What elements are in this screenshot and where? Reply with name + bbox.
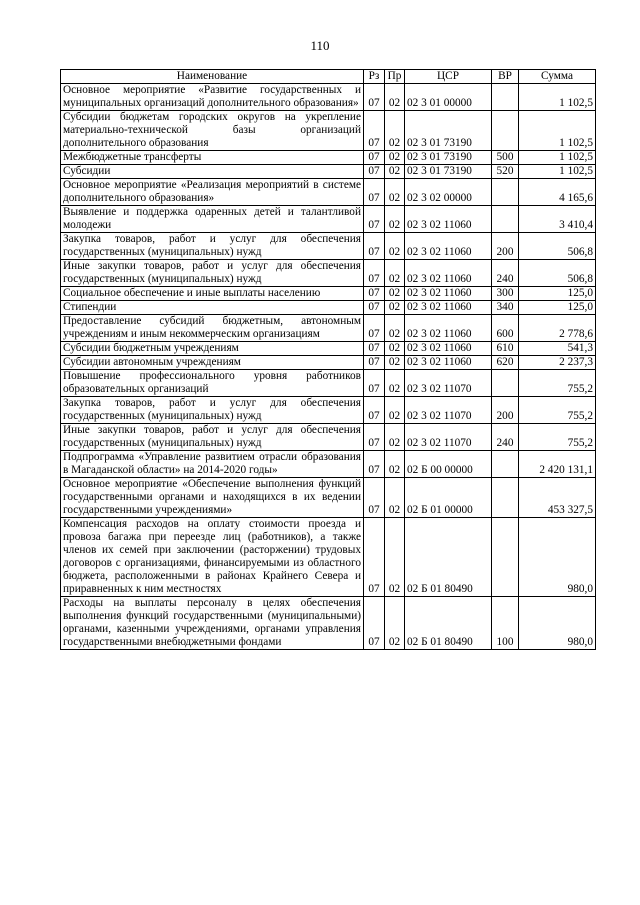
- cell-vr: 240: [492, 424, 519, 451]
- table-row: [61, 356, 596, 370]
- header-vr: ВР: [492, 70, 519, 84]
- cell-csr: 02 3 01 73190: [405, 165, 492, 179]
- cell-pr: 02: [385, 424, 405, 451]
- table-row: [61, 424, 596, 451]
- cell-name: Субсидии автономным учреждениям: [61, 356, 364, 370]
- cell-name: Социальное обеспечение и иные выплаты населению: [61, 287, 364, 301]
- cell-vr: 240: [492, 260, 519, 287]
- cell-rz: 07: [364, 233, 385, 260]
- table-row: [61, 165, 596, 179]
- table-row: [61, 111, 596, 151]
- table-row: [61, 233, 596, 260]
- cell-csr: 02 3 01 73190: [405, 111, 492, 151]
- cell-name: Субсидии: [61, 165, 364, 179]
- cell-csr: 02 3 01 00000: [405, 84, 492, 111]
- table-row: [61, 451, 596, 478]
- budget-table: [60, 69, 596, 650]
- table-body: [61, 84, 596, 650]
- table-row: [61, 301, 596, 315]
- cell-pr: 02: [385, 451, 405, 478]
- cell-rz: 07: [364, 206, 385, 233]
- table-row: [61, 84, 596, 111]
- cell-name: Иные закупки товаров, работ и услуг для обеспечения государственных (муниципальных) нужд: [61, 424, 364, 451]
- cell-name: Основное мероприятие «Развитие государственных и муниципальных организаций дополнительного образования»: [61, 84, 364, 111]
- cell-rz: 07: [364, 518, 385, 597]
- cell-sum: 125,0: [519, 287, 596, 301]
- cell-name: Расходы на выплаты персоналу в целях обеспечения выполнения функций государственными (муниципальными) органами, казенными учреждениями, органами управления государственными внебюджетными фондами: [61, 597, 364, 650]
- table-row: [61, 597, 596, 650]
- cell-vr: 620: [492, 356, 519, 370]
- cell-sum: 755,2: [519, 370, 596, 397]
- cell-rz: 07: [364, 478, 385, 518]
- cell-name: Подпрограмма «Управление развитием отрасли образования в Магаданской области» на 2014-2020 годы»: [61, 451, 364, 478]
- cell-csr: 02 3 02 11060: [405, 356, 492, 370]
- table-row: [61, 151, 596, 165]
- cell-vr: [492, 84, 519, 111]
- cell-pr: 02: [385, 397, 405, 424]
- cell-csr: 02 3 02 11070: [405, 370, 492, 397]
- cell-rz: 07: [364, 356, 385, 370]
- cell-csr: 02 3 02 11060: [405, 342, 492, 356]
- cell-csr: 02 3 02 11060: [405, 206, 492, 233]
- cell-vr: 100: [492, 597, 519, 650]
- cell-csr: 02 3 02 11060: [405, 233, 492, 260]
- header-name: Наименование: [61, 70, 364, 84]
- cell-pr: 02: [385, 478, 405, 518]
- cell-pr: 02: [385, 165, 405, 179]
- cell-sum: 2 237,3: [519, 356, 596, 370]
- cell-rz: 07: [364, 451, 385, 478]
- table-row: [61, 370, 596, 397]
- cell-rz: 07: [364, 397, 385, 424]
- cell-vr: [492, 179, 519, 206]
- cell-rz: 07: [364, 84, 385, 111]
- cell-sum: 125,0: [519, 301, 596, 315]
- cell-pr: 02: [385, 233, 405, 260]
- cell-rz: 07: [364, 342, 385, 356]
- cell-vr: 520: [492, 165, 519, 179]
- cell-vr: 200: [492, 397, 519, 424]
- cell-sum: 1 102,5: [519, 84, 596, 111]
- table-header-row: [61, 70, 596, 84]
- cell-rz: 07: [364, 287, 385, 301]
- cell-csr: 02 3 02 11060: [405, 315, 492, 342]
- cell-pr: 02: [385, 206, 405, 233]
- cell-rz: 07: [364, 260, 385, 287]
- cell-sum: 980,0: [519, 518, 596, 597]
- cell-rz: 07: [364, 424, 385, 451]
- cell-pr: 02: [385, 342, 405, 356]
- cell-sum: 3 410,4: [519, 206, 596, 233]
- cell-pr: 02: [385, 84, 405, 111]
- cell-name: Повышение профессионального уровня работников образовательных организаций: [61, 370, 364, 397]
- cell-vr: 340: [492, 301, 519, 315]
- cell-vr: 500: [492, 151, 519, 165]
- cell-vr: 200: [492, 233, 519, 260]
- header-pr: Пр: [385, 70, 405, 84]
- cell-sum: 1 102,5: [519, 151, 596, 165]
- cell-vr: [492, 518, 519, 597]
- cell-pr: 02: [385, 597, 405, 650]
- table-row: [61, 315, 596, 342]
- cell-vr: [492, 478, 519, 518]
- table-row: [61, 518, 596, 597]
- cell-name: Иные закупки товаров, работ и услуг для обеспечения государственных (муниципальных) нужд: [61, 260, 364, 287]
- cell-sum: 2 778,6: [519, 315, 596, 342]
- cell-name: Субсидии бюджетным учреждениям: [61, 342, 364, 356]
- cell-csr: 02 Б 01 00000: [405, 478, 492, 518]
- cell-name: Межбюджетные трансферты: [61, 151, 364, 165]
- header-rz: Рз: [364, 70, 385, 84]
- table-row: [61, 260, 596, 287]
- table-row: [61, 342, 596, 356]
- cell-rz: 07: [364, 151, 385, 165]
- cell-name: Стипендии: [61, 301, 364, 315]
- cell-name: Компенсация расходов на оплату стоимости проезда и провоза багажа при переезде лиц (работников), а также членов их семей при заключении (расторжении) трудовых договоров с организациями, финансируемыми из областного бюджета, расположенными в районах Крайнего Севера и приравненных к ним местностях: [61, 518, 364, 597]
- header-csr: ЦСР: [405, 70, 492, 84]
- cell-sum: 755,2: [519, 424, 596, 451]
- cell-csr: 02 Б 00 00000: [405, 451, 492, 478]
- cell-rz: 07: [364, 301, 385, 315]
- cell-name: Выявление и поддержка одаренных детей и талантливой молодежи: [61, 206, 364, 233]
- cell-sum: 453 327,5: [519, 478, 596, 518]
- cell-csr: 02 3 01 73190: [405, 151, 492, 165]
- cell-sum: 4 165,6: [519, 179, 596, 206]
- cell-pr: 02: [385, 260, 405, 287]
- cell-sum: 506,8: [519, 260, 596, 287]
- cell-name: Основное мероприятие «Обеспечение выполнения функций государственными органами и находящихся в их ведении государственными учреждениями»: [61, 478, 364, 518]
- cell-vr: 600: [492, 315, 519, 342]
- cell-vr: 300: [492, 287, 519, 301]
- cell-rz: 07: [364, 165, 385, 179]
- cell-name: Закупка товаров, работ и услуг для обеспечения государственных (муниципальных) нужд: [61, 233, 364, 260]
- cell-pr: 02: [385, 179, 405, 206]
- cell-rz: 07: [364, 111, 385, 151]
- cell-name: Закупка товаров, работ и услуг для обеспечения государственных (муниципальных) нужд: [61, 397, 364, 424]
- table-row: [61, 179, 596, 206]
- cell-sum: 755,2: [519, 397, 596, 424]
- cell-pr: 02: [385, 151, 405, 165]
- cell-sum: 541,3: [519, 342, 596, 356]
- cell-csr: 02 3 02 11070: [405, 397, 492, 424]
- cell-rz: 07: [364, 179, 385, 206]
- cell-name: Предоставление субсидий бюджетным, автономным учреждениям и иным некоммерческим организациям: [61, 315, 364, 342]
- table-row: [61, 287, 596, 301]
- cell-pr: 02: [385, 518, 405, 597]
- cell-pr: 02: [385, 301, 405, 315]
- cell-sum: 2 420 131,1: [519, 451, 596, 478]
- table-row: [61, 206, 596, 233]
- header-sum: Сумма: [519, 70, 596, 84]
- cell-vr: 610: [492, 342, 519, 356]
- cell-vr: [492, 370, 519, 397]
- cell-name: Субсидии бюджетам городских округов на укрепление материально-технической базы организаций дополнительного образования: [61, 111, 364, 151]
- cell-csr: 02 3 02 00000: [405, 179, 492, 206]
- table-row: [61, 478, 596, 518]
- cell-csr: 02 3 02 11060: [405, 260, 492, 287]
- cell-sum: 1 102,5: [519, 111, 596, 151]
- cell-pr: 02: [385, 356, 405, 370]
- cell-csr: 02 3 02 11060: [405, 301, 492, 315]
- cell-pr: 02: [385, 315, 405, 342]
- cell-csr: 02 Б 01 80490: [405, 518, 492, 597]
- cell-rz: 07: [364, 370, 385, 397]
- table-row: [61, 397, 596, 424]
- cell-pr: 02: [385, 287, 405, 301]
- cell-vr: [492, 451, 519, 478]
- cell-rz: 07: [364, 597, 385, 650]
- cell-csr: 02 Б 01 80490: [405, 597, 492, 650]
- page-number: 110: [310, 38, 330, 53]
- cell-pr: 02: [385, 111, 405, 151]
- cell-vr: [492, 111, 519, 151]
- cell-rz: 07: [364, 315, 385, 342]
- cell-csr: 02 3 02 11060: [405, 287, 492, 301]
- cell-name: Основное мероприятие «Реализация мероприятий в системе дополнительного образования»: [61, 179, 364, 206]
- cell-csr: 02 3 02 11070: [405, 424, 492, 451]
- cell-sum: 1 102,5: [519, 165, 596, 179]
- cell-sum: 506,8: [519, 233, 596, 260]
- cell-sum: 980,0: [519, 597, 596, 650]
- cell-pr: 02: [385, 370, 405, 397]
- cell-vr: [492, 206, 519, 233]
